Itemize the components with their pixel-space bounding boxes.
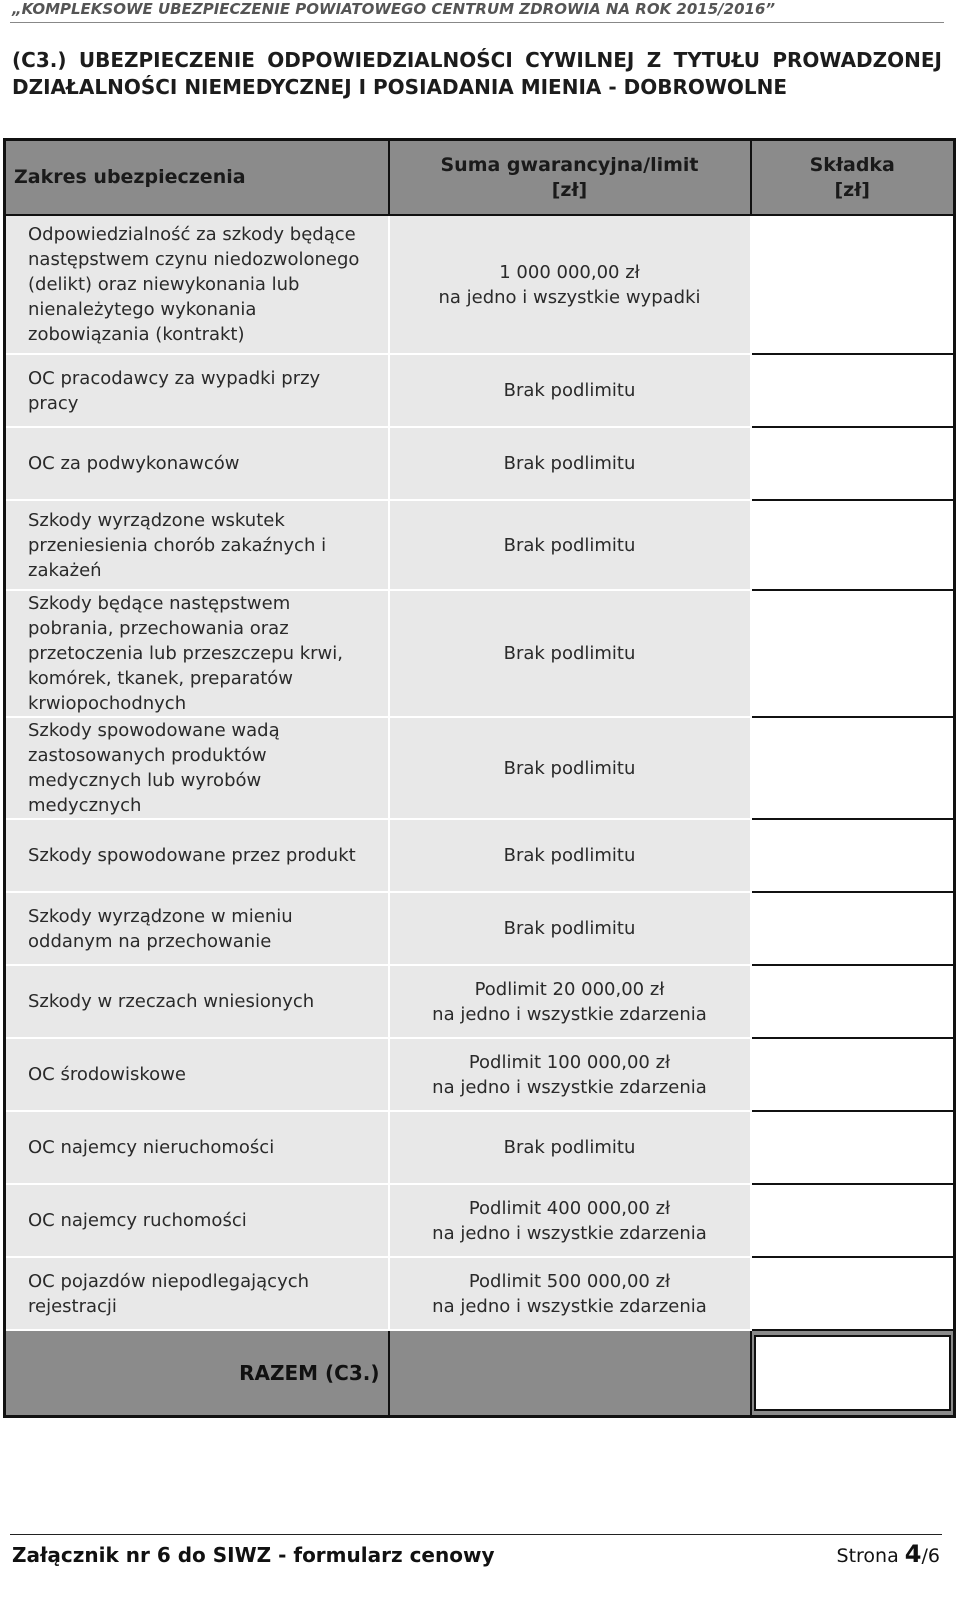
table-row	[5, 892, 955, 965]
row-premium-input[interactable]	[751, 717, 955, 819]
row-limit-line1: Podlimit 100 000,00 zł	[468, 1051, 671, 1073]
table-row	[5, 1111, 955, 1184]
table-row	[5, 1038, 955, 1111]
row-limit	[389, 892, 751, 965]
header-premium-line2: [zł]	[834, 178, 870, 201]
row-limit-line1: Podlimit 20 000,00 zł	[474, 978, 665, 1000]
row-limit	[389, 1184, 751, 1257]
row-limit	[389, 819, 751, 892]
section-title: (C3.) UBEZPIECZENIE ODPOWIEDZIALNOŚCI CYWILNEJ Z TYTUŁU PROWADZONEJ DZIAŁALNOŚCI NIEMEDYCZNEJ I POSIADANIA MIENIA - DOBROWOLNE	[12, 48, 942, 99]
header-limit-line2: [zł]	[551, 178, 588, 201]
row-scope: OC pojazdów niepodlegających rejestracji	[5, 1257, 389, 1330]
row-limit	[389, 1038, 751, 1111]
row-scope: Szkody w rzeczach wniesionych	[5, 965, 389, 1038]
row-scope: Szkody spowodowane wadą zastosowanych produktów medycznych lub wyrobów medycznych	[5, 717, 389, 819]
row-limit-line2: na jedno i wszystkie zdarzenia	[432, 1076, 707, 1098]
row-limit	[389, 427, 751, 500]
row-limit-line1: Brak podlimitu	[503, 643, 636, 664]
row-premium-input[interactable]	[751, 1257, 955, 1330]
table-row	[5, 717, 955, 819]
table-row	[5, 965, 955, 1038]
page-number	[837, 1540, 940, 1568]
row-premium-input[interactable]	[751, 1111, 955, 1184]
table-row	[5, 590, 955, 717]
row-scope: Szkody wyrządzone wskutek przeniesienia chorób zakaźnych i zakażeń	[5, 500, 389, 590]
row-limit-line2: na jedno i wszystkie zdarzenia	[432, 1295, 707, 1317]
row-scope: Szkody będące następstwem pobrania, przechowania oraz przetoczenia lub przeszczepu krwi, komórek, tkanek, preparatów krwiopochodnych	[5, 590, 389, 717]
row-premium-input[interactable]	[751, 354, 955, 427]
row-limit-line1: 1 000 000,00 zł	[499, 261, 640, 283]
row-premium-input[interactable]	[751, 819, 955, 892]
page-total: /6	[921, 1545, 940, 1567]
row-limit	[389, 965, 751, 1038]
row-scope: OC najemcy ruchomości	[5, 1184, 389, 1257]
row-limit-line1: Brak podlimitu	[503, 918, 636, 939]
row-scope: OC najemcy nieruchomości	[5, 1111, 389, 1184]
table-row	[5, 819, 955, 892]
row-scope: OC pracodawcy za wypadki przy pracy	[5, 354, 389, 427]
header-limit-line1: Suma gwarancyjna/limit	[440, 153, 699, 176]
row-limit	[389, 717, 751, 819]
row-limit	[389, 1257, 751, 1330]
table-row	[5, 354, 955, 427]
header-premium-line1: Składka	[809, 153, 895, 176]
row-premium-input[interactable]	[751, 1038, 955, 1111]
total-spacer	[389, 1330, 751, 1417]
page-current: 4	[904, 1540, 922, 1568]
row-scope: OC za podwykonawców	[5, 427, 389, 500]
row-limit-line1: Brak podlimitu	[503, 1137, 636, 1158]
row-limit-line1: Brak podlimitu	[503, 534, 636, 556]
table-row	[5, 500, 955, 590]
insurance-table	[3, 138, 956, 1418]
row-limit-line2: na jedno i wszystkie wypadki	[438, 286, 701, 308]
row-premium-input[interactable]	[751, 427, 955, 500]
row-scope: OC środowiskowe	[5, 1038, 389, 1111]
row-limit-line1: Podlimit 500 000,00 zł	[468, 1270, 671, 1292]
row-limit	[389, 215, 751, 354]
row-limit-line1: Brak podlimitu	[503, 757, 636, 779]
total-value-cell	[751, 1330, 955, 1417]
row-limit	[389, 1111, 751, 1184]
row-scope: Odpowiedzialność za szkody będące następstwem czynu niedozwolonego (delikt) oraz niewykonania lub nienależytego wykonania zobowiązania (kontrakt)	[5, 215, 389, 354]
header-limit	[389, 140, 751, 216]
row-premium-input[interactable]	[751, 500, 955, 590]
table-header-row	[5, 140, 955, 216]
row-premium-input[interactable]	[751, 1184, 955, 1257]
table-row	[5, 427, 955, 500]
row-scope: Szkody spowodowane przez produkt	[5, 819, 389, 892]
page-prefix: Strona	[836, 1545, 899, 1567]
row-limit-line2: na jedno i wszystkie zdarzenia	[432, 1222, 707, 1244]
total-label: RAZEM (C3.)	[5, 1330, 389, 1417]
row-premium-input[interactable]	[751, 215, 955, 354]
table-row	[5, 215, 955, 354]
row-scope: Szkody wyrządzone w mieniu oddanym na przechowanie	[5, 892, 389, 965]
row-premium-input[interactable]	[751, 590, 955, 717]
row-limit-line1: Brak podlimitu	[503, 845, 636, 866]
row-limit-line2: na jedno i wszystkie zdarzenia	[432, 1003, 707, 1025]
table-row	[5, 1257, 955, 1330]
row-limit	[389, 354, 751, 427]
footer-divider	[10, 1534, 942, 1535]
row-limit-line1: Podlimit 400 000,00 zł	[468, 1197, 671, 1219]
header-premium	[751, 140, 955, 216]
row-limit	[389, 590, 751, 717]
total-row	[5, 1330, 955, 1417]
row-premium-input[interactable]	[751, 892, 955, 965]
row-limit-line1: Brak podlimitu	[503, 380, 636, 401]
header-scope: Zakres ubezpieczenia	[5, 140, 389, 216]
footer-attachment-label: Załącznik nr 6 do SIWZ - formularz cenowy	[12, 1543, 495, 1567]
table-row	[5, 1184, 955, 1257]
document-header: „KOMPLEKSOWE UBEZPIECZENIE POWIATOWEGO CENTRUM ZDROWIA NA ROK 2015/2016”	[10, 0, 944, 23]
row-limit-line1: Brak podlimitu	[503, 453, 636, 474]
row-premium-input[interactable]	[751, 965, 955, 1038]
total-value-input[interactable]	[754, 1335, 952, 1411]
row-limit	[389, 500, 751, 590]
